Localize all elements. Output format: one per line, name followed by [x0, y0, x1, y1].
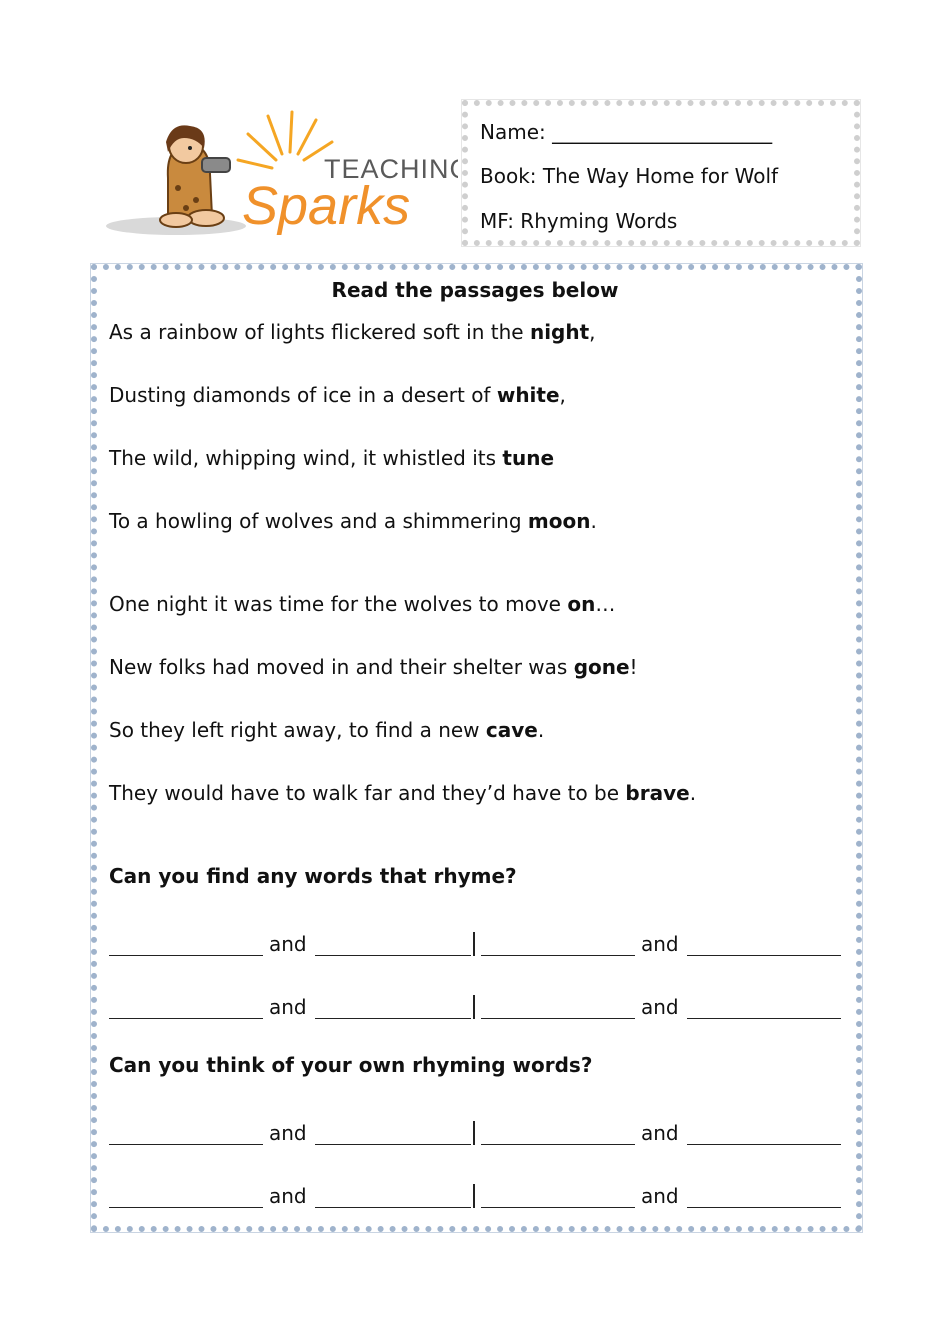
logo-text-teaching: TEACHING — [324, 154, 458, 184]
answer-blank[interactable] — [481, 1207, 635, 1208]
answer-blank[interactable] — [109, 955, 263, 956]
answer-row — [109, 993, 841, 1021]
answer-row — [109, 1119, 841, 1147]
sun-rays-icon — [238, 112, 332, 168]
answer-blank[interactable] — [687, 1018, 841, 1019]
answer-blank[interactable] — [315, 1144, 471, 1145]
answer-blank[interactable] — [109, 1018, 263, 1019]
answer-blank[interactable] — [315, 955, 471, 956]
passage-heading: Read the passages below — [331, 278, 619, 302]
row-separator — [473, 932, 475, 956]
teaching-sparks-logo — [106, 108, 458, 244]
passage-line-4: To a howling of wolves and a shimmering moon. — [109, 509, 597, 533]
info-box — [462, 100, 860, 246]
passage-line-3: The wild, whipping wind, it whistled its tune — [109, 446, 555, 470]
and-label: and — [641, 1121, 679, 1145]
name-label: Name: ______________________ — [480, 120, 773, 144]
answer-row — [109, 930, 841, 958]
and-label: and — [641, 995, 679, 1019]
and-label: and — [269, 1121, 307, 1145]
passage-line-2: Dusting diamonds of ice in a desert of white, — [109, 383, 566, 407]
and-label: and — [269, 995, 307, 1019]
and-label: and — [269, 1184, 307, 1208]
answer-blank[interactable] — [687, 1207, 841, 1208]
answer-blank[interactable] — [481, 955, 635, 956]
book-label: Book: The Way Home for Wolf — [480, 164, 779, 188]
caveman-mascot-icon — [160, 125, 230, 227]
passage-line-1: As a rainbow of lights flickered soft in the night, — [109, 320, 596, 344]
answer-blank[interactable] — [109, 1207, 263, 1208]
answer-blank[interactable] — [687, 955, 841, 956]
mf-label: MF: Rhyming Words — [480, 209, 678, 233]
answer-blank[interactable] — [481, 1144, 635, 1145]
passage-line-5: One night it was time for the wolves to move on… — [109, 592, 616, 616]
passage-line-7: So they left right away, to find a new cave. — [109, 718, 545, 742]
row-separator — [473, 1184, 475, 1208]
passage-line-8: They would have to walk far and they’d have to be brave. — [109, 781, 697, 805]
answer-row — [109, 1182, 841, 1210]
answer-blank[interactable] — [481, 1018, 635, 1019]
answer-blank[interactable] — [315, 1018, 471, 1019]
answer-blank[interactable] — [109, 1144, 263, 1145]
main-content-box — [91, 264, 862, 1232]
row-separator — [473, 1121, 475, 1145]
question-find-rhymes: Can you find any words that rhyme? — [109, 864, 517, 888]
logo-text-sparks: Sparks — [242, 176, 411, 236]
and-label: and — [641, 1184, 679, 1208]
question-own-rhymes: Can you think of your own rhyming words? — [109, 1053, 593, 1077]
answer-blank[interactable] — [687, 1144, 841, 1145]
row-separator — [473, 995, 475, 1019]
passage-line-6: New folks had moved in and their shelter was gone! — [109, 655, 638, 679]
answer-blank[interactable] — [315, 1207, 471, 1208]
and-label: and — [269, 932, 307, 956]
and-label: and — [641, 932, 679, 956]
